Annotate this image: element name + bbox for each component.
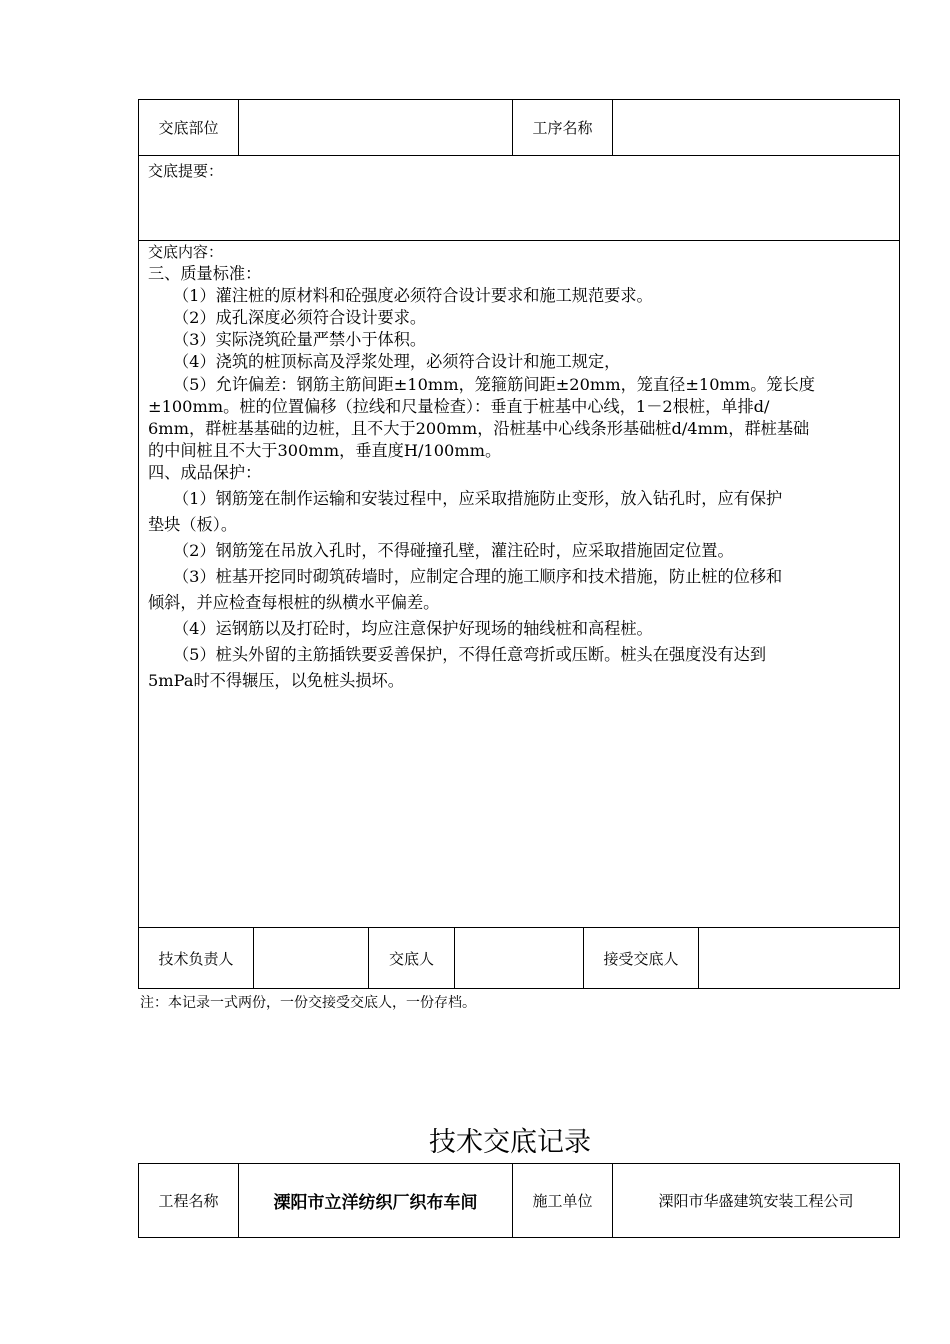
receiver-label: 接受交底人 [603, 949, 679, 968]
position-label: 交底部位 [158, 119, 219, 137]
content-line: （3）实际浇筑砼量严禁小于体积。 [173, 330, 427, 350]
tech-lead-label: 技术负责人 [158, 949, 234, 968]
footnote: 注：本记录一式两份，一份交接受交底人，一份存档。 [140, 995, 476, 1011]
content-line: （1）钢筋笼在制作运输和安装过程中，应采取措施防止变形，放入钻孔时，应有保护 [173, 489, 783, 509]
content-line: 垫块（板）。 [148, 515, 238, 535]
content-line: ±100mm。桩的位置偏移（拉线和尺量检查）：垂直于桩基中心线，1－2根桩，单排d/ [148, 396, 770, 416]
tech-lead-value [254, 928, 368, 988]
project-value: 溧阳市立洋纺织厂织布车间 [273, 1193, 478, 1213]
content-line: 三、质量标准： [148, 264, 262, 284]
content-label: 交底内容： [148, 243, 224, 261]
position-value [239, 100, 512, 155]
content-line: 5mPa时不得辗压，以免桩头损坏。 [148, 671, 404, 691]
process-value [613, 100, 899, 155]
content-line: （5）允许偏差：钢筋主筋间距±10mm，笼箍筋间距±20mm，笼直径±10mm。笼长度 [173, 374, 815, 394]
discloser-label: 交底人 [388, 949, 434, 968]
content-line: （4）运钢筋以及打砼时，均应注意保护好现场的轴线桩和高程桩。 [173, 619, 653, 639]
content-line: （2）钢筋笼在吊放入孔时，不得碰撞孔壁，灌注砼时，应采取措施固定位置。 [173, 541, 734, 561]
content-line: 倾斜，并应检查每根桩的纵横水平偏差。 [148, 593, 440, 613]
record-title: 技术交底记录 [429, 1127, 591, 1158]
contractor-value: 溧阳市华盛建筑安装工程公司 [658, 1192, 854, 1210]
project-label: 工程名称 [158, 1192, 219, 1210]
content-line: （4）浇筑的桩顶标高及浮浆处理，必须符合设计和施工规定， [173, 352, 621, 372]
summary-label: 交底提要： [148, 162, 224, 180]
disclosure-content [148, 241, 894, 694]
content-line: 四、成品保护： [148, 462, 262, 482]
process-label: 工序名称 [532, 119, 593, 137]
receiver-value [699, 928, 899, 988]
discloser-value [455, 928, 583, 988]
content-line: （2）成孔深度必须符合设计要求。 [173, 308, 427, 328]
content-line: （3）桩基开挖同时砌筑砖墙时，应制定合理的施工顺序和技术措施，防止桩的位移和 [173, 567, 783, 587]
content-line: （5）桩头外留的主筋插铁要妥善保护，不得任意弯折或压断。桩头在强度没有达到 [173, 645, 767, 665]
content-line: （1）灌注桩的原材料和砼强度必须符合设计要求和施工规范要求。 [173, 286, 653, 306]
content-line: 6mm，群桩基基础的边桩，且不大于200mm，沿桩基中心线条形基础桩d/4mm，群桩基础 [148, 418, 810, 438]
content-line: 的中间桩且不大于300mm，垂直度H/100mm。 [148, 440, 502, 460]
contractor-label: 施工单位 [532, 1192, 593, 1210]
